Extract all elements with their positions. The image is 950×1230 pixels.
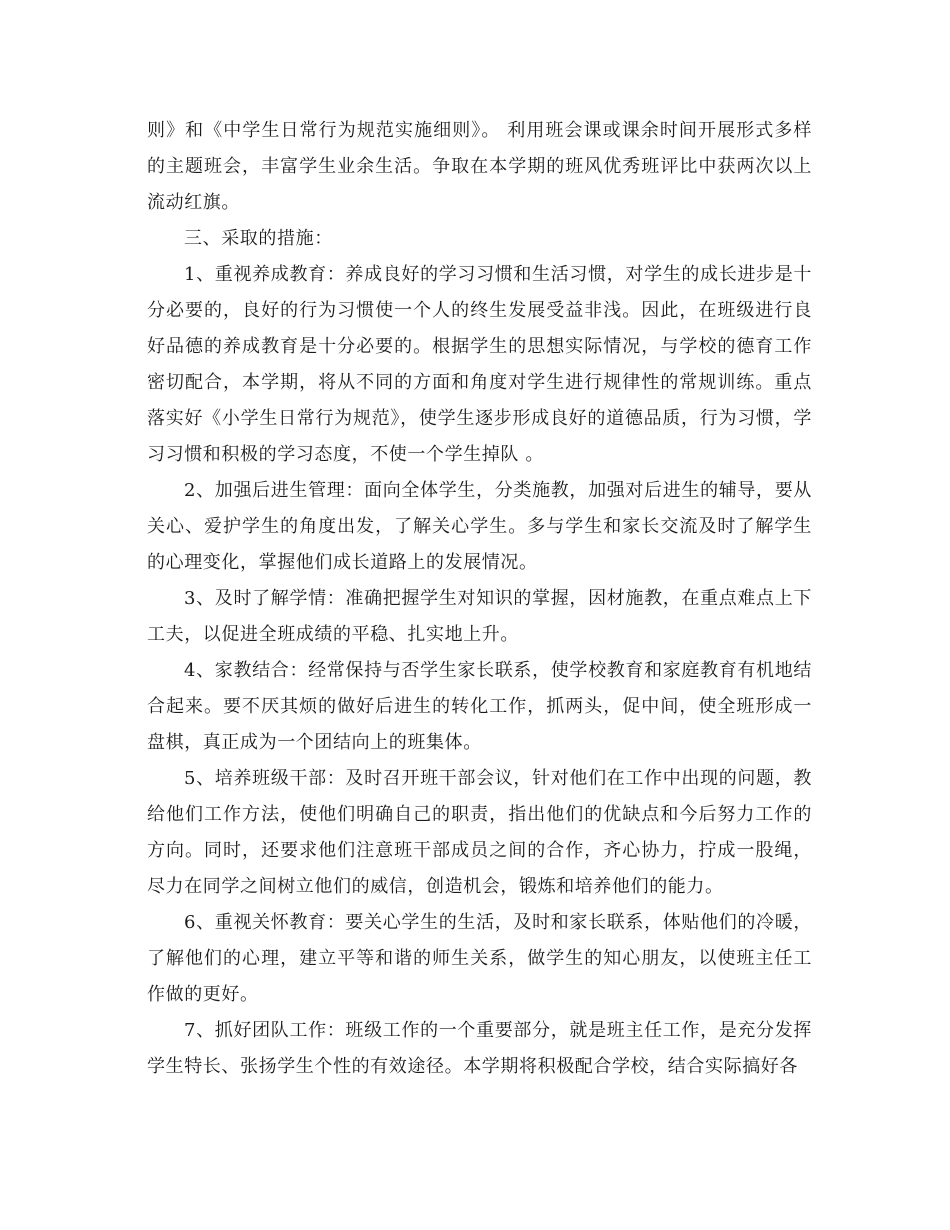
paragraph-learning-status: 3、及时了解学情：准确把握学生对知识的掌握，因材施教，在重点难点上下工夫，以促进全班成绩的平稳、扎实地上升。: [147, 588, 812, 645]
paragraph-habit-education: 1、重视养成教育：养成良好的学习习惯和生活习惯，对学生的成长进步是十分必要的，良好的行为习惯使一个人的终生发展受益非浅。因此，在班级进行良好品德的养成教育是十分必要的。根据学生的思想实际情况，与学校的德育工作密切配合，本学期，将从不同的方面和角度对学生进行规律性的常规训练。重点落实好《小学生日常行为规范》，使学生逐步形成良好的道德品质，行为习惯，学习习惯和积极的学习态度，不使一个学生掉队 。: [147, 264, 812, 465]
section-heading-measures: 三、采取的措施：: [184, 228, 333, 249]
paragraph-team-work: 7、抓好团队工作：班级工作的一个重要部分，就是班主任工作，是充分发挥学生特长、张扬学生个性的有效途径。本学期将积极配合学校，结合实际搞好各: [147, 1020, 812, 1077]
paragraph-care-education: 6、重视关怀教育：要关心学生的生活，及时和家长联系，体贴他们的冷暖，了解他们的心理，建立平等和谐的师生关系，做学生的知心朋友，以使班主任工作做的更好。: [147, 912, 812, 1005]
document-body: [147, 113, 812, 1085]
paragraph-struggling-students: 2、加强后进生管理：面向全体学生，分类施教，加强对后进生的辅导，要从关心、爱护学生的角度出发，了解关心学生。多与学生和家长交流及时了解学生的心理变化，掌握他们成长道路上的发展情况。: [147, 480, 812, 573]
paragraph-continuation: 则》和《中学生日常行为规范实施细则》。 利用班会课或课余时间开展形式多样的主题班会，丰富学生业余生活。争取在本学期的班风优秀班评比中获两次以上流动红旗。: [147, 120, 812, 213]
paragraph-home-school: 4、家教结合：经常保持与否学生家长联系，使学校教育和家庭教育有机地结合起来。要不厌其烦的做好后进生的转化工作，抓两头，促中间，使全班形成一盘棋，真正成为一个团结向上的班集体。: [147, 660, 812, 753]
paragraph-class-cadres: 5、培养班级干部：及时召开班干部会议，针对他们在工作中出现的问题，教给他们工作方法，使他们明确自己的职责，指出他们的优缺点和今后努力工作的方向。同时，还要求他们注意班干部成员之间的合作，齐心协力，拧成一股绳，尽力在同学之间树立他们的威信，创造机会，锻炼和培养他们的能力。: [147, 768, 812, 897]
